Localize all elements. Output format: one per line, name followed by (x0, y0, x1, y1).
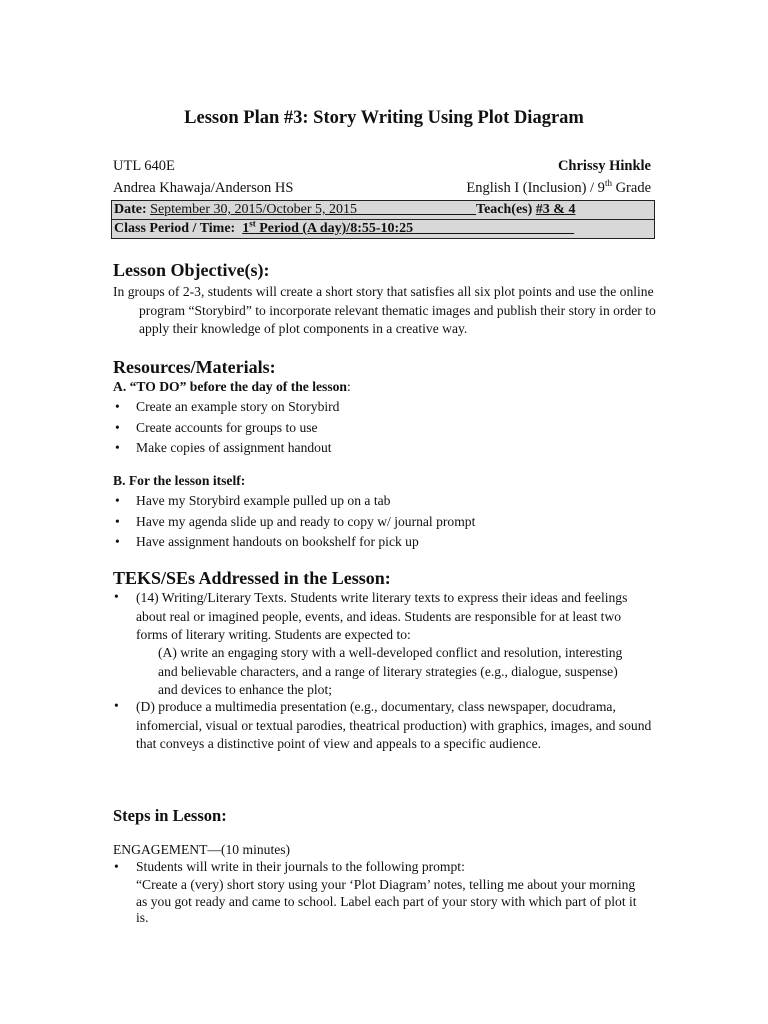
resources-subheading-a-text: A. “TO DO” before the day of the lesson (113, 379, 347, 394)
author-name: Chrissy Hinkle (557, 158, 651, 174)
period-text: Period (A day)/8:55-10:25 (255, 221, 414, 236)
date-label: Date: (114, 202, 147, 217)
period-sup: st (249, 218, 256, 229)
list-item: • Have assignment handouts on bookshelf for pick up (113, 532, 653, 553)
lesson-info-box (111, 200, 655, 239)
list-item: • Create an example story on Storybird (113, 397, 653, 418)
document-title: Lesson Plan #3: Story Writing Using Plot Diagram (184, 108, 584, 128)
list-item: • Create accounts for groups to use (113, 418, 653, 439)
objective-heading: Lesson Objective(s): (113, 260, 270, 280)
steps-bullet-text: Students will write in their journals to the following prompt: (136, 859, 465, 874)
resources-list-a (113, 397, 653, 459)
list-item: • Have my Storybird example pulled up on a tab (113, 491, 653, 512)
resources-subheading-a-colon: : (347, 379, 351, 394)
teks-item-1-sub: (A) write an engaging story with a well-developed conflict and resolution, interesting and believable characters, and a range of literary strategies (e.g., dialogue, suspense) and devices to enhance the plot; (158, 645, 623, 697)
resources-subheading-a (113, 378, 351, 397)
engagement-label: ENGAGEMENT—(10 minutes) (113, 842, 291, 857)
steps-bullet: • (114, 859, 119, 874)
teach-label: Teach(es) (476, 202, 533, 217)
date-value: September 30, 2015/October 5, 2015 (150, 202, 358, 217)
teks-heading: TEKS/SEs Addressed in the Lesson: (113, 568, 391, 588)
course-code: UTL 640E (113, 158, 175, 174)
resources-list-b (113, 491, 653, 553)
teks-bullet-1: • (114, 589, 119, 604)
course-name-prefix: English I (Inclusion) / 9 (466, 180, 605, 196)
resources-subheading-b: B. For the lesson itself: (113, 473, 246, 488)
course-grade-sup: th (604, 178, 612, 189)
teach-value: #3 & 4 (535, 202, 576, 217)
objective-text: In groups of 2-3, students will create a short story that satisfies all six plot points and use the online program “Storybird” to incorporate relevant thematic images and publish their story in order to apply their knowledge of plot components in a creative way. (113, 284, 656, 336)
period-num: 1 (242, 221, 250, 236)
teks-bullet-2: • (114, 698, 119, 713)
resources-heading: Resources/Materials: (113, 357, 276, 377)
date-fill (357, 202, 476, 217)
course-name (466, 180, 651, 197)
list-item: • Have my agenda slide up and ready to copy w/ journal prompt (113, 512, 653, 533)
steps-heading: Steps in Lesson: (113, 806, 227, 825)
period-label: Class Period / Time: (114, 221, 236, 236)
date-row (112, 201, 654, 220)
teks-item-2: (D) produce a multimedia presentation (e.g., documentary, class newspaper, docudrama, infomercial, visual or textual parodies, theatrical production) with graphics, images, and sound that conveys a distinctive point of view and appeals to a specific audience. (136, 699, 652, 751)
school-name: Andrea Khawaja/Anderson HS (113, 180, 294, 196)
journal-prompt: “Create a (very) short story using your ‘Plot Diagram’ notes, telling me about your morning as you got ready and came to school. Label each part of your story with which part of plot it is. (136, 877, 637, 925)
period-value (242, 218, 574, 236)
course-grade-suffix: Grade (611, 180, 651, 196)
teks-item-1: (14) Writing/Literary Texts. Students write literary texts to express their ideas and feelings about real or imagined people, events, and ideas. Students are responsible for at least two forms of literary writing. Students are expected to: (136, 590, 628, 642)
period-row (112, 220, 654, 238)
list-item: • Make copies of assignment handout (113, 438, 653, 459)
